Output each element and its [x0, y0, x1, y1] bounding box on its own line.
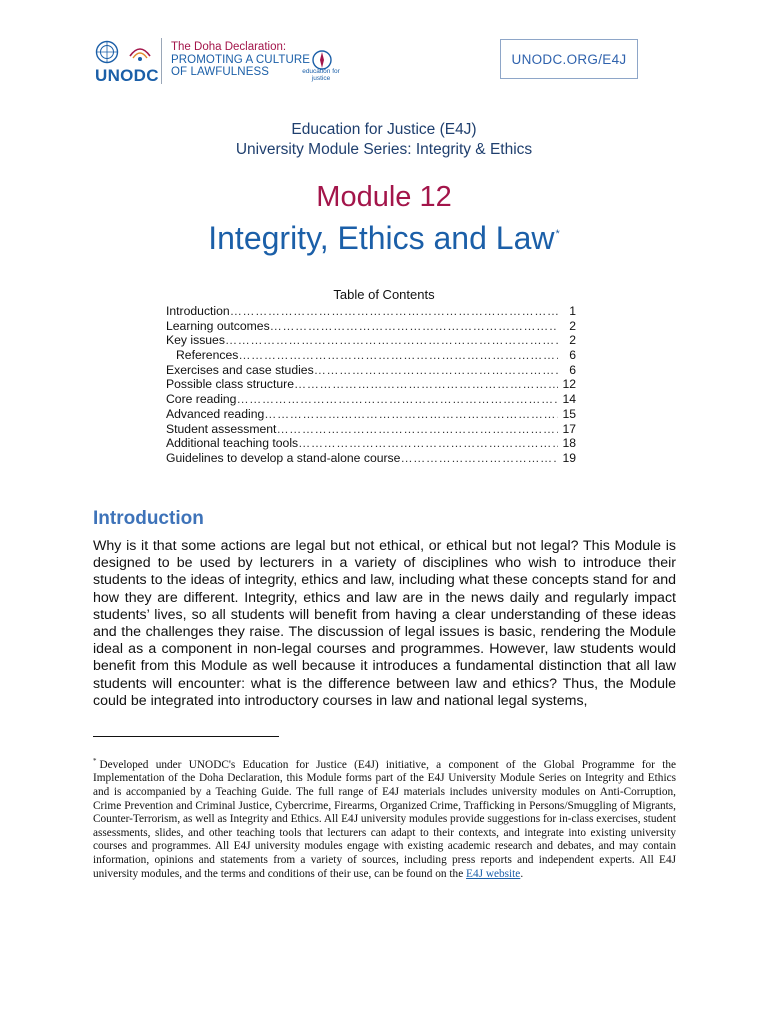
toc-entry-label: Key issues	[166, 333, 225, 348]
footnote-marker: *	[93, 757, 97, 765]
e4j-url-link[interactable]: UNODC.ORG/E4J	[500, 39, 638, 79]
toc-entry-page: 6	[569, 348, 576, 363]
toc-leader	[264, 407, 558, 421]
toc-entry-label: Guidelines to develop a stand-alone course	[166, 450, 401, 465]
toc-entry-teaching-tools[interactable]	[166, 436, 576, 451]
un-emblem-icon	[95, 40, 119, 64]
toc-entry-label: Learning outcomes	[166, 318, 270, 333]
footnote	[93, 755, 676, 881]
toc-entry-class-structure[interactable]	[166, 377, 576, 392]
toc-entry-page: 12	[562, 377, 576, 392]
toc-entry-guidelines[interactable]	[166, 451, 576, 466]
table-of-contents	[166, 304, 576, 466]
toc-leader	[270, 319, 558, 333]
footnote-divider	[93, 736, 279, 737]
doha-declaration-text	[171, 41, 310, 79]
toc-entry-page: 17	[562, 421, 576, 436]
unodc-wordmark: UNODC	[95, 66, 159, 85]
toc-entry-label: Possible class structure	[166, 377, 295, 392]
toc-leader	[236, 392, 558, 406]
module-title-text: Integrity, Ethics and Law	[208, 220, 555, 256]
toc-entry-page: 6	[569, 362, 576, 377]
doha-declaration-icon	[127, 40, 153, 64]
doha-title: The Doha Declaration:	[171, 41, 287, 53]
logo-divider	[161, 38, 162, 84]
toc-leader	[238, 348, 558, 362]
toc-entry-label: Student assessment	[166, 421, 277, 436]
module-number: Module 12	[316, 181, 452, 213]
toc-entry-student-assessment[interactable]	[166, 422, 576, 437]
toc-entry-key-issues[interactable]	[166, 333, 576, 348]
toc-leader	[276, 422, 558, 436]
toc-heading: Table of Contents	[333, 287, 435, 302]
toc-leader	[298, 436, 558, 450]
doha-subtitle-2: OF LAWFULNESS	[171, 66, 269, 78]
toc-entry-label: Exercises and case studies	[166, 362, 314, 377]
series-title: Education for Justice (E4J)	[291, 121, 477, 138]
toc-entry-page: 2	[569, 318, 576, 333]
footnote-text: Developed under UNODC's Education for Justice (E4J) initiative, a component of the Global Programme for the Implementation of the Doha Declaration, this Module forms part of the E4J University Module Series on Integrity and Ethics and is accompanied by a Teaching Guide. The full range of E4J materials includes university modules on Anti-Corruption, Crime Prevention and Criminal Justice, Cybercrime, Firearms, Organized Crime, Trafficking in Persons/Smuggling of Migrants, Counter-Terrorism, as well as Integrity and Ethics. All E4J university modules provide suggestions for in-class exercises, student assessments, slides, and other teaching tools that lecturers can adapt to their contexts, and integrate into existing university courses and programmes. All E4J university modules engage with existing academic research and debates, and may contain information, opinions and statements from a variety of sources, including press reports and independent experts. All E4J university modules, and the terms and conditions of their use, can be found on the	[93, 758, 676, 880]
toc-entry-label: Additional teaching tools	[166, 436, 299, 451]
toc-leader	[230, 304, 558, 318]
toc-entry-page: 14	[562, 392, 576, 407]
toc-entry-page: 19	[562, 450, 576, 465]
series-subtitle: University Module Series: Integrity & Ethics	[235, 141, 533, 158]
toc-leader	[294, 377, 558, 391]
toc-entry-label: References	[176, 348, 239, 363]
toc-leader	[400, 451, 558, 465]
toc-entry-label: Introduction	[166, 304, 230, 318]
unodc-doha-logo	[95, 38, 340, 86]
introduction-heading: Introduction	[93, 508, 204, 529]
toc-entry-exercises[interactable]	[166, 363, 576, 378]
toc-leader	[225, 333, 558, 347]
e4j-website-link[interactable]: E4J website	[466, 867, 521, 880]
toc-leader	[314, 363, 558, 377]
toc-entry-page: 18	[562, 436, 576, 451]
toc-entry-label: Advanced reading	[166, 406, 265, 421]
toc-entry-page: 15	[562, 406, 576, 421]
module-title	[0, 220, 768, 257]
toc-entry-learning-outcomes[interactable]	[166, 319, 576, 334]
toc-entry-references[interactable]	[166, 348, 576, 363]
toc-entry-page: 1	[569, 304, 576, 318]
toc-entry-page: 2	[569, 333, 576, 348]
e4j-caption: education for justice	[302, 68, 340, 82]
doha-subtitle-1: PROMOTING A CULTURE	[171, 53, 311, 66]
toc-entry-introduction[interactable]	[166, 304, 576, 319]
footnote-end: .	[520, 867, 524, 880]
toc-entry-advanced-reading[interactable]	[166, 407, 576, 422]
introduction-body: Why is it that some actions are legal but not ethical, or ethical but not legal? This Module is designed to be used by lecturers in a variety of disciplines who wish to introduce their students to the ideas of integrity, ethics and law, including what these concepts stand for and how they are different. Integrity, ethics and law are in the news daily and regularly impact students’ lives, so all students will benefit from having a clear understanding of these ideas and the challenges they raise. The discussion of legal issues is basic, rendering the Module ideal as a component in non-legal courses and programmes. However, law students would benefit from this Module as well because it introduces a fundamental distinction that all law students will encounter: what is the difference between law and ethics? Thus, the Module could be integrated into introductory courses in law and national legal systems,	[93, 538, 676, 709]
toc-entry-core-reading[interactable]	[166, 392, 576, 407]
footnote-marker[interactable]: *	[555, 228, 560, 241]
toc-entry-label: Core reading	[166, 392, 237, 407]
